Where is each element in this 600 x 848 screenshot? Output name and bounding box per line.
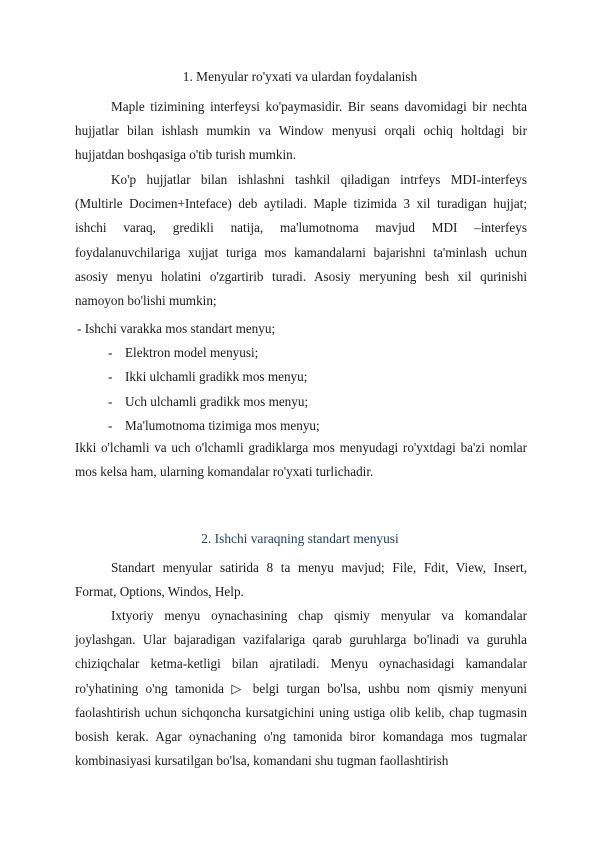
list-item-text: Ma'lumotnoma tizimiga mos menyu;	[125, 417, 320, 433]
section-1-paragraph-1: Maple tizimining interfeysi ko'paymasidir. Bir seans davomidagi bir nechta hujjatlar bilan ishlash mumkin va Window menyusi orqali ochiq holtdagi bir hujjatdan boshqasiga o'tib turish mumkin.	[75, 99, 527, 163]
dash-marker: -	[108, 417, 113, 433]
list-item	[75, 365, 527, 389]
section-1-paragraph-3: Ikki o'lchamli va uch o'lchamli gradiklarga mos menyudagi ro'yxtdagi ba'zi nomlar mos kelsa ham, ularning komandalar ro'yxati turlichadir.	[75, 440, 527, 480]
list-item-text: Elektron model menyusi;	[125, 345, 259, 361]
section-2-paragraph-2: Ixtyoriy menyu oynachasining chap qismiy menyular va komandalar joylashgan. Ular bajaradigan vazifalariga qarab guruhlarga bo'linadi va guruhla chiziqchalar ketma-ketligi bilan ajratiladi. Menyu oynachasidagi kamandalar ro'yhatining o'ng tamonida ▷ belgi turgan bo'lsa, ushbu nom qismiy menyuni faolashtirish uchun sichqoncha kursatgichini uning ustiga olib kelib, chap tugmasin bosish kerak. Agar oynachaning o'ng tamonida biror komandaga mos tugmalar kombinasiyasi kursatilgan bo'lsa, komandani shu tugman faollashtirish	[75, 608, 527, 769]
dash-marker: -	[108, 345, 113, 361]
list-item-text: Uch ulchamli gradikk mos menyu;	[125, 393, 309, 409]
list-item	[75, 414, 527, 438]
dash-marker: -	[108, 369, 113, 385]
menu-types-list	[75, 317, 527, 438]
section-2-paragraph-1: Standart menyular satirida 8 ta menyu mavjud; File, Fdit, View, Insert, Format, Options, Windos, Help.	[75, 560, 527, 600]
list-item-text: Ikki ulchamli gradikk mos menyu;	[125, 369, 308, 385]
list-item	[75, 390, 527, 414]
section-1-title: 1. Menyular ro'yxati va ulardan foydalanish	[182, 69, 418, 84]
section-1-paragraph-2: Ko'p hujjatlar bilan ishlashni tashkil qiladigan intrfeys MDI-interfeys (Multirle Docimen+Inteface) deb aytiladi. Maple tizimida 3 xil turadigan hujjat; ishchi varaq, gredikli natija, ma'lumotnoma mavjud MDI –interfeys foydalanuvchilariga xujjat turiga mos kamandalarni bajarishni ta'minlash uchun asosiy menyu holatini o'zgartirib turadi. Asosiy meryuning besh xil qurinishi namoyon bo'lishi mumkin;	[75, 172, 527, 309]
list-item	[75, 341, 527, 365]
list-item-main: - Ishchi varakka mos standart menyu;	[77, 321, 276, 336]
section-2-title: 2. Ishchi varaqning standart menyusi	[201, 531, 399, 546]
dash-marker: -	[108, 393, 113, 409]
